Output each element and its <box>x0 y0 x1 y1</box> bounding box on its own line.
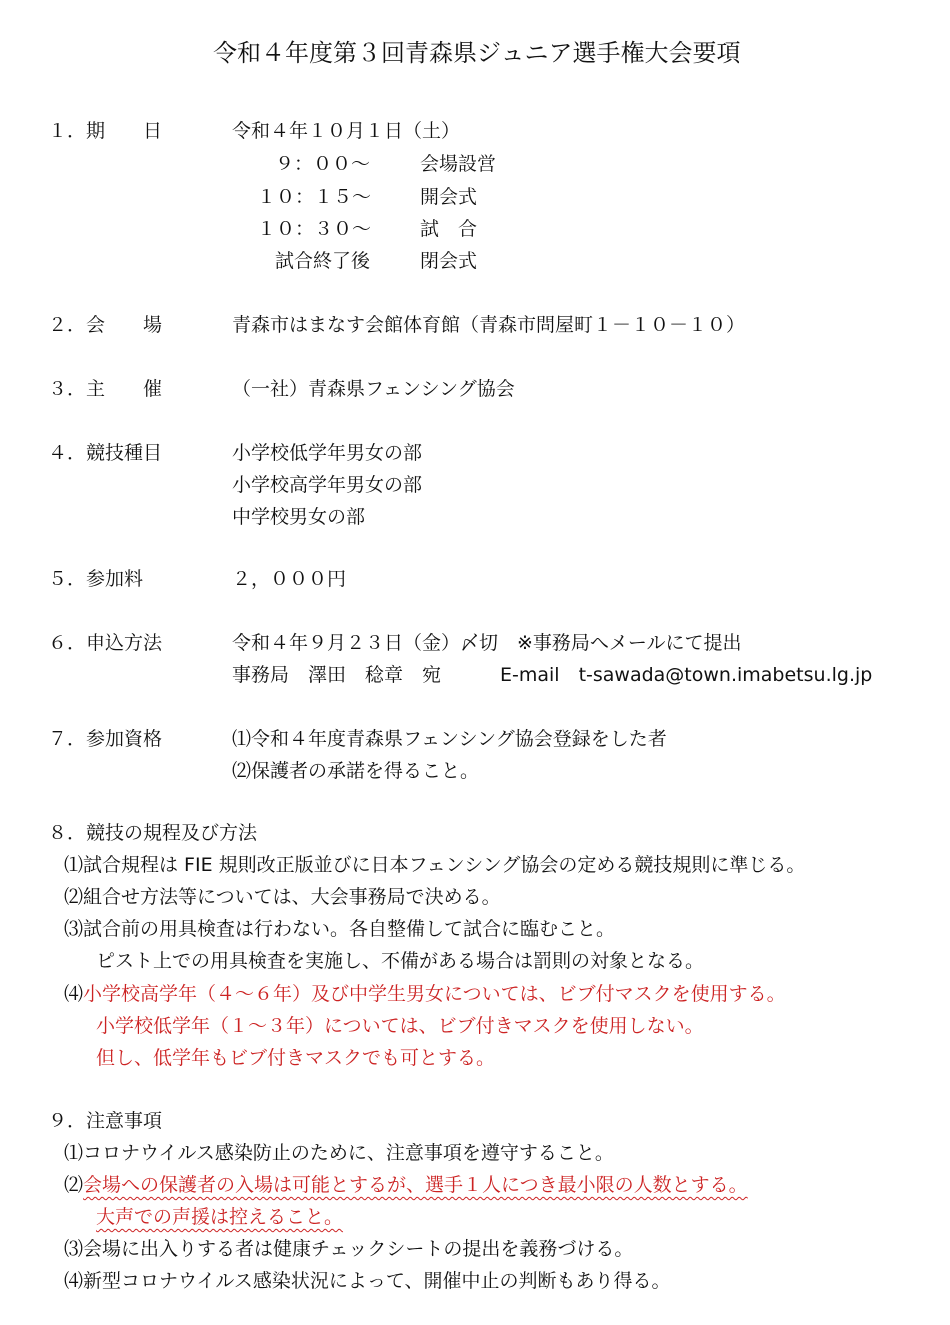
notes-item-4: ⑷新型コロナウイルス感染状況によって、開催中止の判断もあり得る。 <box>64 1270 671 1292</box>
section-6-label: ６．申込方法 <box>48 632 163 654</box>
section-7-label: ７．参加資格 <box>48 728 163 750</box>
rules-item-4-text: 小学校高学年（４～６年）及び中学生男女については、ビブ付マスクを使用する。 <box>83 983 786 1005</box>
section-9-label: ９．注意事項 <box>48 1110 163 1132</box>
notes-item-2-cont <box>96 1204 343 1230</box>
schedule-event-2: 開会式 <box>420 186 478 208</box>
section-2-label: ２．会 場 <box>48 314 163 336</box>
rules-item-3: ⑶試合前の用具検査は行わない。各自整備して試合に臨むこと。 <box>64 918 616 940</box>
schedule-time-3: １０：３０～ <box>257 218 372 240</box>
schedule-time-4: 試合終了後 <box>275 250 371 272</box>
section-8-label: ８．競技の規程及び方法 <box>48 822 258 844</box>
rules-item-1: ⑴試合規程は FIE 規則改正版並びに日本フェンシング協会の定める競技規則に準じる。 <box>64 854 806 876</box>
rules-item-4-line-2: 小学校低学年（１～３年）については、ビブ付きマスクを使用しない。 <box>96 1015 704 1037</box>
notes-item-2-cont-text: 大声での声援は控えること。 <box>96 1206 344 1228</box>
notes-item-3: ⑶会場に出入りする者は健康チェックシートの提出を義務づける。 <box>64 1238 634 1260</box>
schedule-event-1: 会場設営 <box>420 153 497 175</box>
notes-item-2-number: ⑵ <box>64 1174 84 1196</box>
rules-item-4-line-3: 但し、低学年もビブ付きマスクでも可とする。 <box>96 1047 496 1069</box>
event-category-2: 小学校高学年男女の部 <box>232 474 423 496</box>
secretariat-contact: 事務局 澤田 稔章 宛 <box>232 664 442 686</box>
rules-item-4-number: ⑷ <box>64 983 84 1005</box>
section-5-label: ５．参加料 <box>48 568 144 590</box>
rules-item-2: ⑵組合せ方法等については、大会事務局で決める。 <box>64 886 501 908</box>
notes-item-2-text: 会場への保護者の入場は可能とするが、選手１人につき最小限の人数とする。 <box>83 1174 748 1196</box>
email-address[interactable]: E-mail t-sawada@town.imabetsu.lg.jp <box>500 664 873 686</box>
schedule-time-1: ９：００～ <box>275 153 371 175</box>
event-date: 令和４年１０月１日（土） <box>232 120 461 142</box>
qualification-2: ⑵保護者の承諾を得ること。 <box>232 760 480 782</box>
application-deadline: 令和４年９月２３日（金）〆切 ※事務局へメールにて提出 <box>232 632 742 654</box>
rules-item-4 <box>64 981 786 1007</box>
venue: 青森市はまなす会館体育館（青森市問屋町１－１０－１０） <box>232 314 746 336</box>
qualification-1: ⑴令和４年度青森県フェンシング協会登録をした者 <box>232 728 667 750</box>
schedule-event-3: 試 合 <box>420 218 478 240</box>
organizer: （一社）青森県フェンシング協会 <box>232 378 515 400</box>
section-4-label: ４．競技種目 <box>48 442 163 464</box>
notes-item-1: ⑴コロナウイルス感染防止のために、注意事項を遵守すること。 <box>64 1142 614 1164</box>
section-3-label: ３．主 催 <box>48 378 163 400</box>
event-category-3: 中学校男女の部 <box>232 506 366 528</box>
section-1-label: １．期 日 <box>48 120 163 142</box>
event-category-1: 小学校低学年男女の部 <box>232 442 423 464</box>
rules-item-3-cont: ピスト上での用具検査を実施し、不備がある場合は罰則の対象となる。 <box>96 950 705 972</box>
page-title: 令和４年度第３回青森県ジュニア選手権大会要項 <box>213 39 741 67</box>
schedule-time-2: １０：１５～ <box>257 186 372 208</box>
notes-item-2 <box>64 1172 748 1198</box>
schedule-event-4: 閉会式 <box>420 250 478 272</box>
entry-fee: ２，０００円 <box>232 568 347 590</box>
